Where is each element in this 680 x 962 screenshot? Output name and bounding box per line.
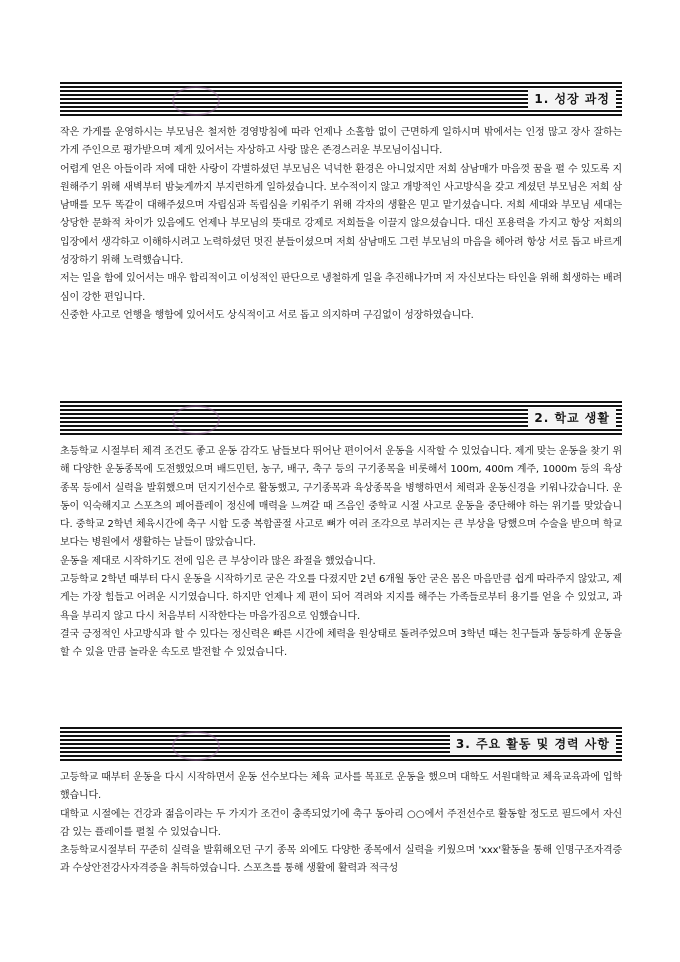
section-title: 3. 주요 활동 및 경력 사항 [450, 734, 616, 754]
section-title: 1. 성장 과정 [528, 89, 616, 109]
paragraph: 고등학교 2학년 때부터 다시 운동을 시작하기로 굳은 각오를 다졌지만 2년 6개월 동안 굳은 몸은 마음만큼 쉽게 따라주지 않았고, 제게는 가장 힘들고 어려운 시기였습니다. 하지만 언제나 제 편이 되어 격려와 지지를 해주는 가족들로부터 용기를 얻을 수 있었고, 과욕을 부리지 않고 다시 처음부터 시작한다는 마음가짐으로 임했습니다. [60, 574, 622, 622]
section-body [60, 124, 622, 325]
paragraph: 운동을 제대로 시작하기도 전에 입은 큰 부상이라 많은 좌절을 했었습니다. [60, 555, 376, 567]
paragraph: 초등학교 시절부터 체격 조건도 좋고 운동 감각도 남들보다 뛰어난 편이어서 운동을 시작할 수 있었습니다. 제게 맞는 운동을 찾기 위해 다양한 운동종목에 도전했었으며 배드민턴, 농구, 배구, 축구 등의 구기종목을 비롯해서 100m, 400m 계주, 1000m 등의 육상 종목 등에서 실력을 발휘했으며 던지기선수로 활동했고, 구기종목과 육상종목을 병행하면서 체력과 운동신경을 키워나갔습니다. 운동이 익숙해지고 스포츠의 페어플레이 정신에 매력을 느껴갈 때 즈음인 중학교 시절 사고로 운동을 중단해야 하는 위기를 맞았습니다. 중학교 2학년 체육시간에 축구 시합 도중 복합골절 사고로 뼈가 여러 조각으로 부러지는 큰 부상을 당했으며 수술을 받으며 학교보다는 병원에서 생활하는 날들이 많았습니다. [60, 446, 622, 549]
paragraph: 고등학교 때부터 운동을 다시 시작하면서 운동 선수보다는 체육 교사를 목표로 운동을 했으며 대학도 서원대학교 체육교육과에 입학했습니다. [60, 772, 622, 802]
swirl-ornament [172, 86, 220, 116]
section-title: 2. 학교 생활 [528, 408, 616, 428]
swirl-ornament [172, 731, 220, 761]
swirl-ornament [172, 405, 220, 435]
paragraph: 초등학교시절부터 꾸준히 실력을 발휘해오던 구기 종목 외에도 다양한 종목에서 실력을 키웠으며 'xxx'활동을 통해 인명구조자격증과 수상안전강사자격증을 취득하였습니다. 스포츠를 통해 생활에 활력과 적극성 [60, 845, 622, 875]
paragraph: 결국 긍정적인 사고방식과 할 수 있다는 정신력은 빠른 시간에 체력을 원상태로 돌려주었으며 3학년 때는 친구들과 동등하게 운동을 할 수 있을 만큼 놀라운 속도로 발전할 수 있었습니다. [60, 628, 622, 659]
section-body [60, 443, 622, 663]
section-school-life [60, 401, 622, 663]
paragraph: 신중한 사고로 언행을 행함에 있어서도 상식적이고 서로 돕고 의지하며 구김없이 성장하였습니다. [60, 309, 474, 321]
paragraph: 대학교 시절에는 건강과 젊음이라는 두 가지가 조건이 충족되었기에 축구 동아리 ○○에서 주전선수로 활동할 정도로 필드에서 자신감 있는 플레이를 펼칠 수 있었습니다. [60, 808, 622, 838]
section-banner [60, 401, 622, 435]
section-banner [60, 727, 622, 761]
paragraph: 어렵게 얻은 아들이라 저에 대한 사랑이 각별하셨던 부모님은 넉넉한 환경은 아니었지만 저희 삼남매가 마음껏 꿈을 펼 수 있도록 지원해주기 위해 새벽부터 밤늦게까지 부지런하게 일하셨습니다. 보수적이지 않고 개방적인 사고방식을 갖고 계셨던 부모님은 저희 삼남매를 모두 똑같이 대해주셨으며 자립심과 독립심을 키워주기 위해 각자의 생활은 믿고 맡기셨습니다. 저희 세대와 부모님 세대는 상당한 문화적 차이가 있음에도 언제나 부모님의 뜻대로 강제로 저희들을 이끌지 않으셨습니다. 대신 포용력을 가지고 항상 저희의 입장에서 생각하고 이해하시려고 노력하셨던 멋진 분들이셨으며 저희 삼남매도 그런 부모님의 마음을 헤아려 항상 서로 돕고 바르게 성장하기 위해 노력했습니다. [60, 163, 622, 267]
section-activities [60, 727, 622, 879]
section-growth [60, 82, 622, 325]
section-body [60, 769, 622, 879]
paragraph: 작은 가게를 운영하시는 부모님은 철저한 경영방침에 따라 언제나 소홀함 없이 근면하게 일하시며 밖에서는 인정 많고 장사 잘하는 가게 주인으로 평가받으며 제게 있어서는 자상하고 사랑 많은 존경스러운 부모님이십니다. [60, 127, 622, 157]
section-banner [60, 82, 622, 116]
paragraph: 저는 일을 함에 있어서는 매우 합리적이고 이성적인 판단으로 냉철하게 일을 추진해나가며 저 자신보다는 타인을 위해 희생하는 배려심이 강한 편입니다. [60, 273, 622, 303]
